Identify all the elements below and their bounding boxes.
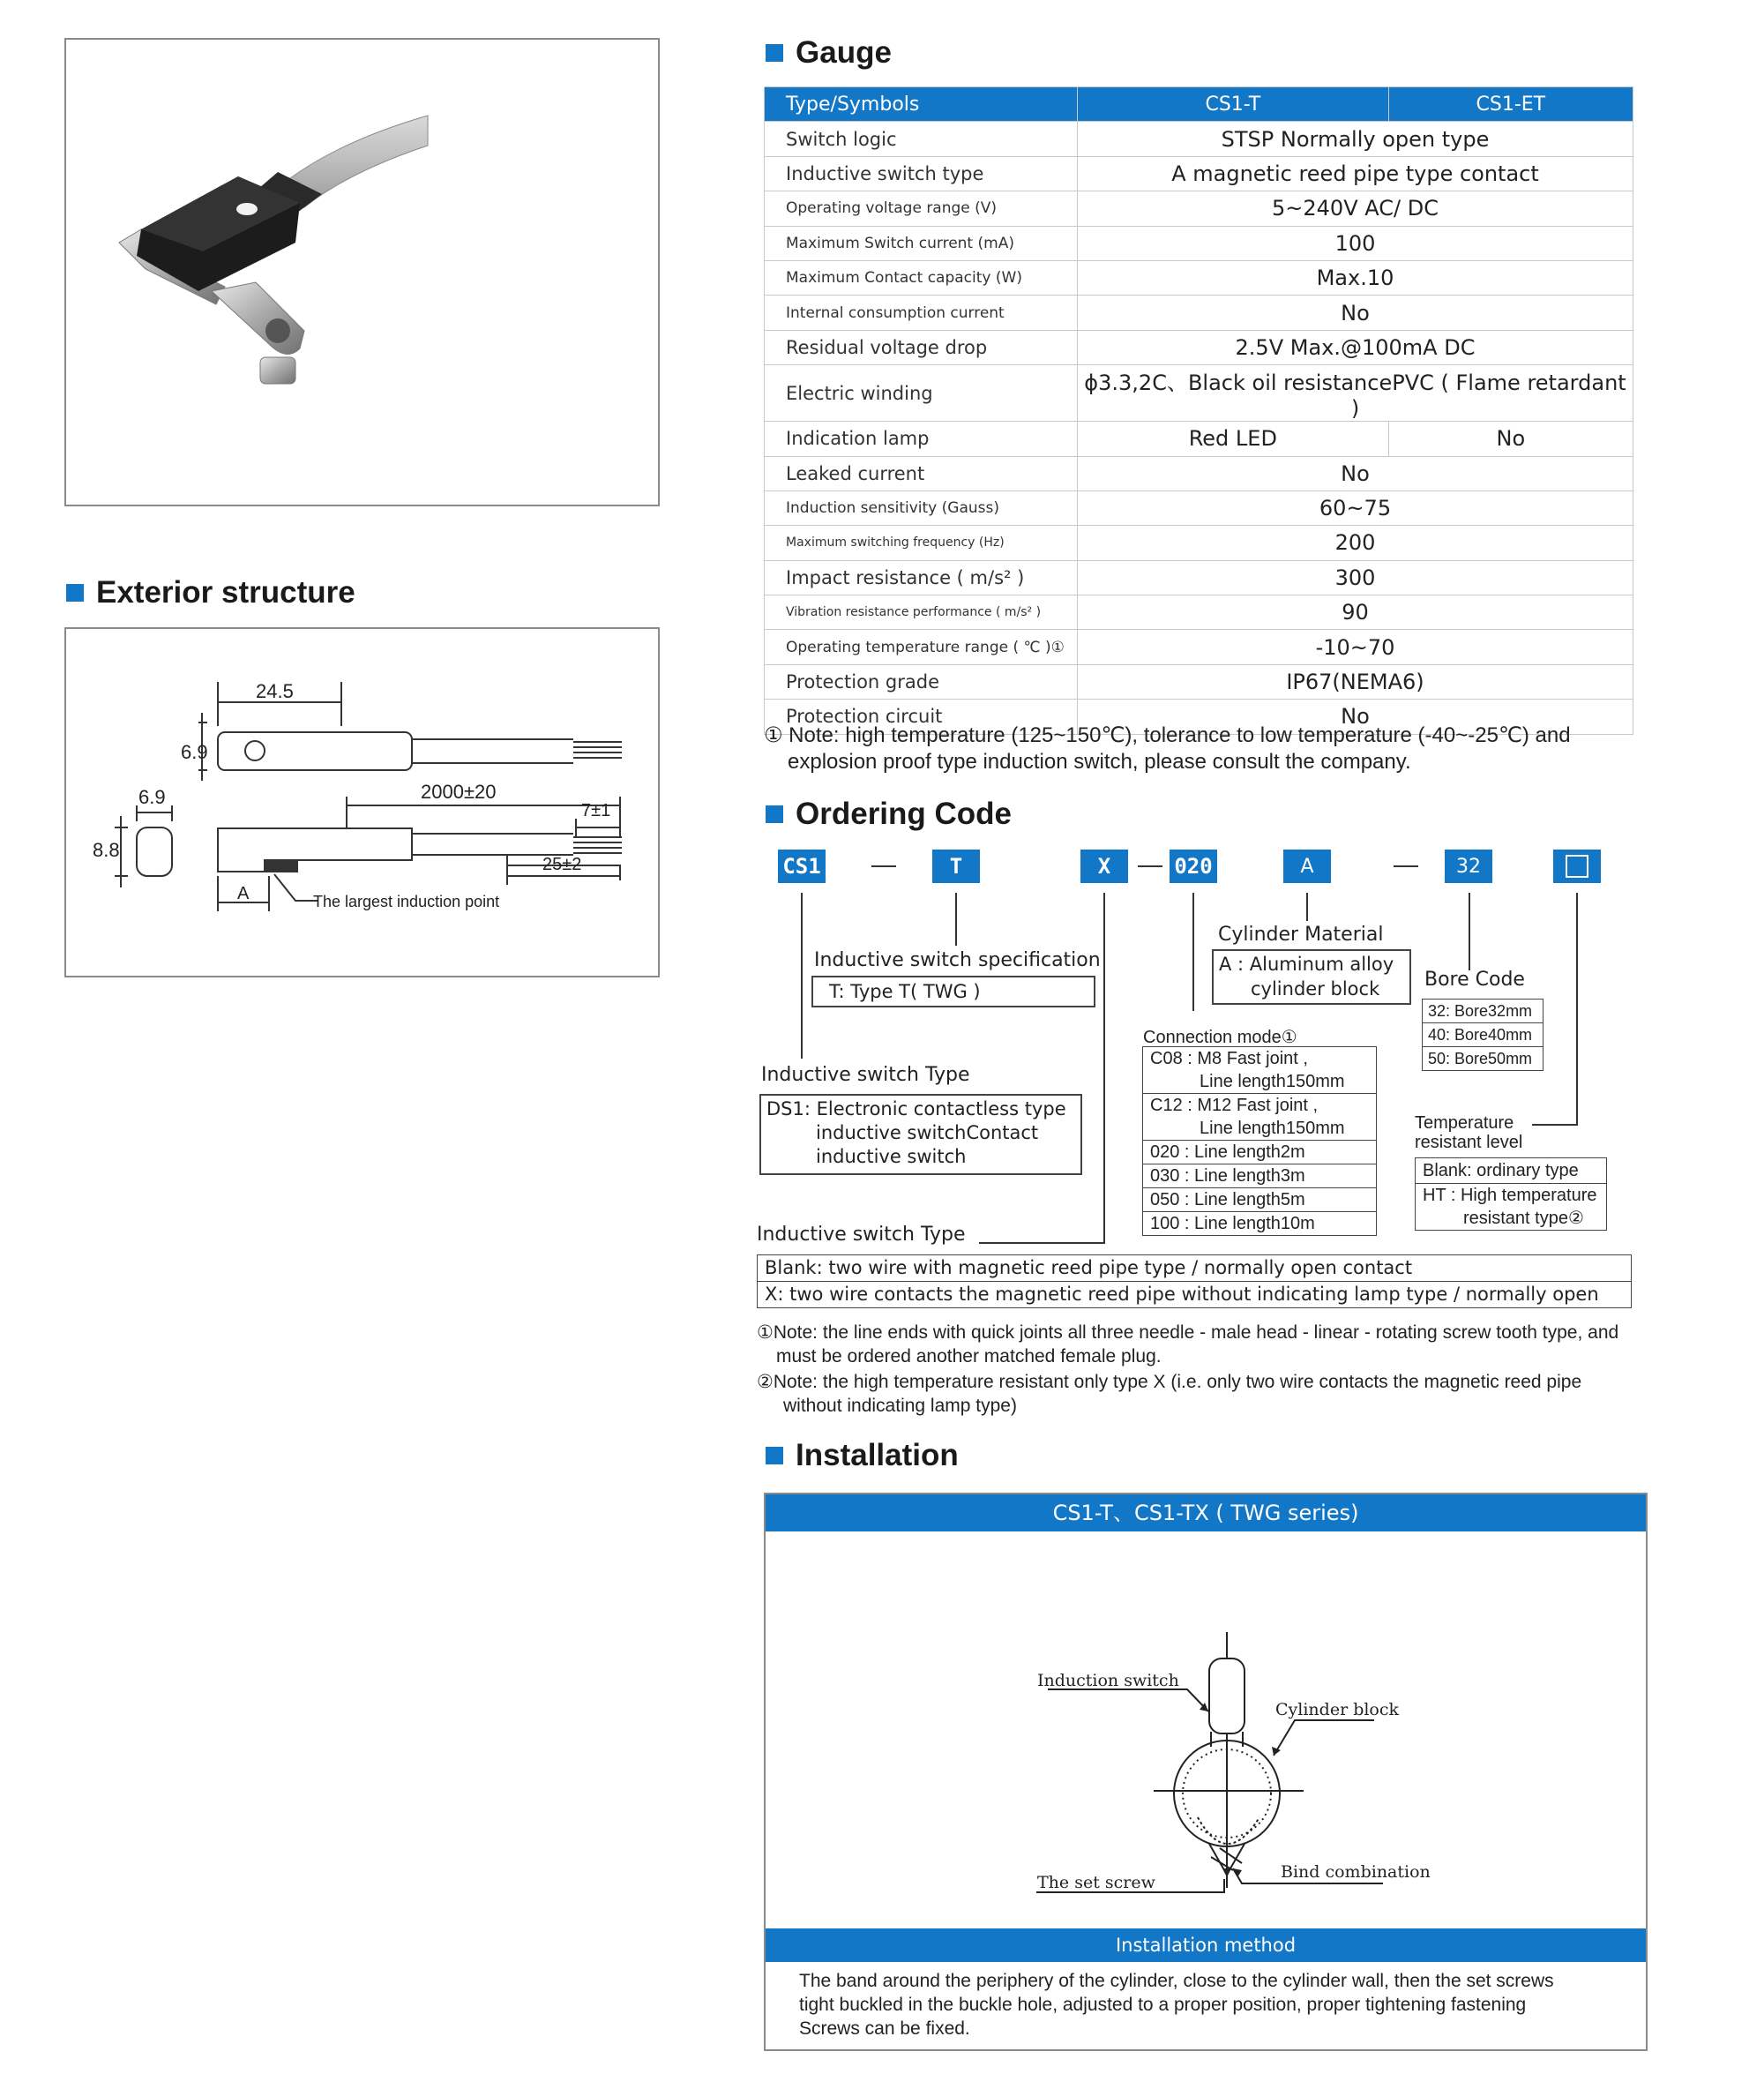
row-label: Induction sensitivity (Gauss) [765,490,1078,525]
section-bullet-icon [766,44,783,62]
section-bullet-icon [766,805,783,823]
ordering-note1-line2: must be ordered another matched female plug. [776,1346,1162,1366]
row-value-cs1et: No [1388,422,1633,456]
ordering-note2-line2: without indicating lamp type) [783,1396,1017,1416]
row-label: Operating temperature range ( ℃ )① [765,630,1078,664]
table-row [765,191,1633,226]
temperature-options [1415,1157,1607,1231]
temperature-title-line1: Temperature [1415,1113,1514,1133]
empty-box-icon [1566,855,1588,878]
installation-diagram [766,1535,1646,1914]
connection-option: 030 : Line length3m [1143,1164,1376,1188]
table-row [765,330,1633,364]
row-value: 5~240V AC/ DC [1078,191,1633,226]
row-label: Internal consumption current [765,296,1078,330]
installation-title: Installation [766,1438,959,1473]
installation-method-line1: The band around the periphery of the cylinder, close to the cylinder wall, then the set screws [799,1971,1554,1991]
connector-line [979,1242,1105,1244]
dim-side-width: 6.9 [138,786,166,808]
section-bullet-icon [66,584,84,602]
connector-line [1306,893,1308,921]
row-label: Leaked current [765,456,1078,490]
bore-option: 32: Bore32mm [1423,1000,1543,1023]
type-line2: inductive switchContact [816,1122,1039,1143]
gauge-header-cs1et: CS1-ET [1388,87,1633,122]
dim-length: 24.5 [256,680,294,702]
installation-frame [764,1493,1648,2051]
dim-side-height: 8.8 [93,839,120,861]
exterior-structure-title: Exterior structure [66,575,355,610]
bore-title: Bore Code [1424,969,1525,991]
row-label: Vibration resistance performance ( m/s² ) [765,595,1078,630]
connection-option: C08 : M8 Fast joint , Line length150mm [1143,1047,1376,1094]
spec-title: Inductive switch specification [814,949,1101,971]
table-row [765,156,1633,191]
table-row [765,456,1633,490]
bore-options [1422,999,1544,1071]
dim-seven: 7±1 [581,801,611,820]
connector-line [1469,893,1470,970]
row-value: IP67(NEMA6) [1078,664,1633,699]
bore-option: 50: Bore50mm [1428,1050,1533,1067]
type-frame [759,1094,1082,1175]
code-separator [1138,865,1162,867]
table-row [765,365,1633,422]
dim-height: 6.9 [181,741,208,763]
row-label: Indication lamp [765,422,1078,456]
row-label: Switch logic [765,122,1078,156]
table-row [765,595,1633,630]
material-line1: A : Aluminum alloy [1219,954,1394,975]
connection-options [1142,1046,1377,1236]
code-separator [871,865,896,867]
installation-header: CS1-T、CS1-TX ( TWG series) [766,1494,1646,1531]
row-label: Inductive switch type [765,156,1078,191]
installation-method-line3: Screws can be fixed. [799,2018,970,2039]
code-32: 32 [1445,850,1492,883]
material-title: Cylinder Material [1218,924,1384,946]
row-value: Max.10 [1078,260,1633,295]
row-value: ϕ3.3,2C、Black oil resistancePVC ( Flame retardant ) [1078,365,1633,422]
installation-method-header: Installation method [766,1928,1646,1962]
temperature-option: Blank: ordinary type [1416,1158,1606,1184]
induction-point-label: The largest induction point [313,893,500,910]
code-temperature-placeholder [1553,850,1601,883]
material-frame [1212,949,1411,1005]
row-value-cs1t: Red LED [1078,422,1389,456]
row-value: 200 [1078,526,1633,560]
dim-a: A [237,884,250,903]
row-value: 60~75 [1078,490,1633,525]
row-label: Operating voltage range (V) [765,191,1078,226]
gauge-header-type: Type/Symbols [765,87,1078,122]
row-value: STSP Normally open type [1078,122,1633,156]
row-label: Protection grade [765,664,1078,699]
exterior-drawing-frame [64,627,660,977]
gauge-table [764,86,1633,735]
dim-twentyfive: 25±2 [542,855,582,874]
table-row [765,226,1633,260]
row-value: -10~70 [1078,630,1633,664]
ordering-note1-line1: ①Note: the line ends with quick joints all three needle - male head - linear - rotating screw tooth type, and [757,1322,1619,1343]
exterior-drawing [66,629,658,976]
label-bind-combination: Bind combination [1281,1862,1431,1882]
code-x: X [1080,850,1128,883]
temperature-title-line2: resistant level [1415,1133,1523,1152]
table-row [765,260,1633,295]
code-020: 020 [1170,850,1217,883]
row-value: 90 [1078,595,1633,630]
code-t: T [932,850,980,883]
type2-option: X: two wire contacts the magnetic reed pipe without indicating lamp type / normally open [765,1284,1599,1305]
table-row [765,296,1633,330]
table-row [765,526,1633,560]
spec-frame [811,976,1095,1007]
gauge-header-cs1t: CS1-T [1078,87,1389,122]
product-photo [66,40,658,505]
row-value: 100 [1078,226,1633,260]
table-row [765,122,1633,156]
row-value: No [1078,296,1633,330]
dim-cable: 2000±20 [421,781,497,803]
row-value: No [1078,700,1633,734]
connector-line [1192,893,1194,1011]
connector-line [1576,893,1578,1126]
connection-option: 050 : Line length5m [1143,1188,1376,1212]
connection-title: Connection mode① [1143,1028,1297,1047]
row-label: Maximum Contact capacity (W) [765,260,1078,295]
row-label: Electric winding [765,365,1078,422]
label-cylinder-block: Cylinder block [1275,1700,1400,1719]
connector-line [801,893,803,1059]
row-label: Maximum switching frequency (Hz) [765,526,1078,560]
row-value: A magnetic reed pipe type contact [1078,156,1633,191]
row-value: 300 [1078,560,1633,595]
row-label: Protection circuit [765,700,1078,734]
label-set-screw: The set screw [1037,1873,1155,1892]
ordering-code-title: Ordering Code [766,797,1012,832]
type2-options [757,1254,1632,1308]
temperature-option: HT : High temperature resistant type② [1423,1186,1597,1228]
label-induction-switch: Induction switch [1037,1671,1179,1690]
material-line2: cylinder block [1251,978,1380,1000]
gauge-header-row [765,87,1633,122]
gauge-note-line2: explosion proof type induction switch, please consult the company. [788,750,1411,774]
connection-option: 100 : Line length10m [1150,1214,1315,1233]
code-cs1: CS1 [778,850,826,883]
section-bullet-icon [766,1447,783,1464]
connection-option: C12 : M12 Fast joint , Line length150mm [1143,1094,1376,1141]
type2-title: Inductive switch Type [757,1224,966,1246]
code-separator [1394,865,1418,867]
bore-option: 40: Bore40mm [1423,1023,1543,1047]
type-title: Inductive switch Type [761,1064,970,1086]
connector-line [1103,893,1105,1244]
table-row [765,664,1633,699]
table-row [765,490,1633,525]
row-label: Residual voltage drop [765,330,1078,364]
type-line1: DS1: Electronic contactless type [766,1098,1066,1119]
installation-method-line2: tight buckled in the buckle hole, adjusted to a proper position, proper tightening fastening [799,1995,1527,2015]
table-row [765,560,1633,595]
type2-option: Blank: two wire with magnetic reed pipe type / normally open contact [758,1255,1631,1282]
ordering-note2-line1: ②Note: the high temperature resistant only type X (i.e. only two wire contacts the magnetic reed pipe [757,1372,1582,1392]
table-row [765,630,1633,664]
gauge-note-line1: ① Note: high temperature (125~150℃), tolerance to low temperature (-40~-25℃) and [764,723,1571,747]
table-row [765,422,1633,456]
spec-value: T: Type T( TWG ) [829,981,981,1002]
row-value: No [1078,456,1633,490]
row-label: Impact resistance ( m/s² ) [765,560,1078,595]
row-value: 2.5V Max.@100mA DC [1078,330,1633,364]
gauge-title: Gauge [766,35,892,71]
type-line3: inductive switch [816,1146,967,1167]
code-a: A [1283,850,1331,883]
connector-line [955,893,957,946]
connection-option: 020 : Line length2m [1143,1141,1376,1164]
connector-line [1532,1124,1578,1126]
row-label: Maximum Switch current (mA) [765,226,1078,260]
product-photo-frame [64,38,660,506]
